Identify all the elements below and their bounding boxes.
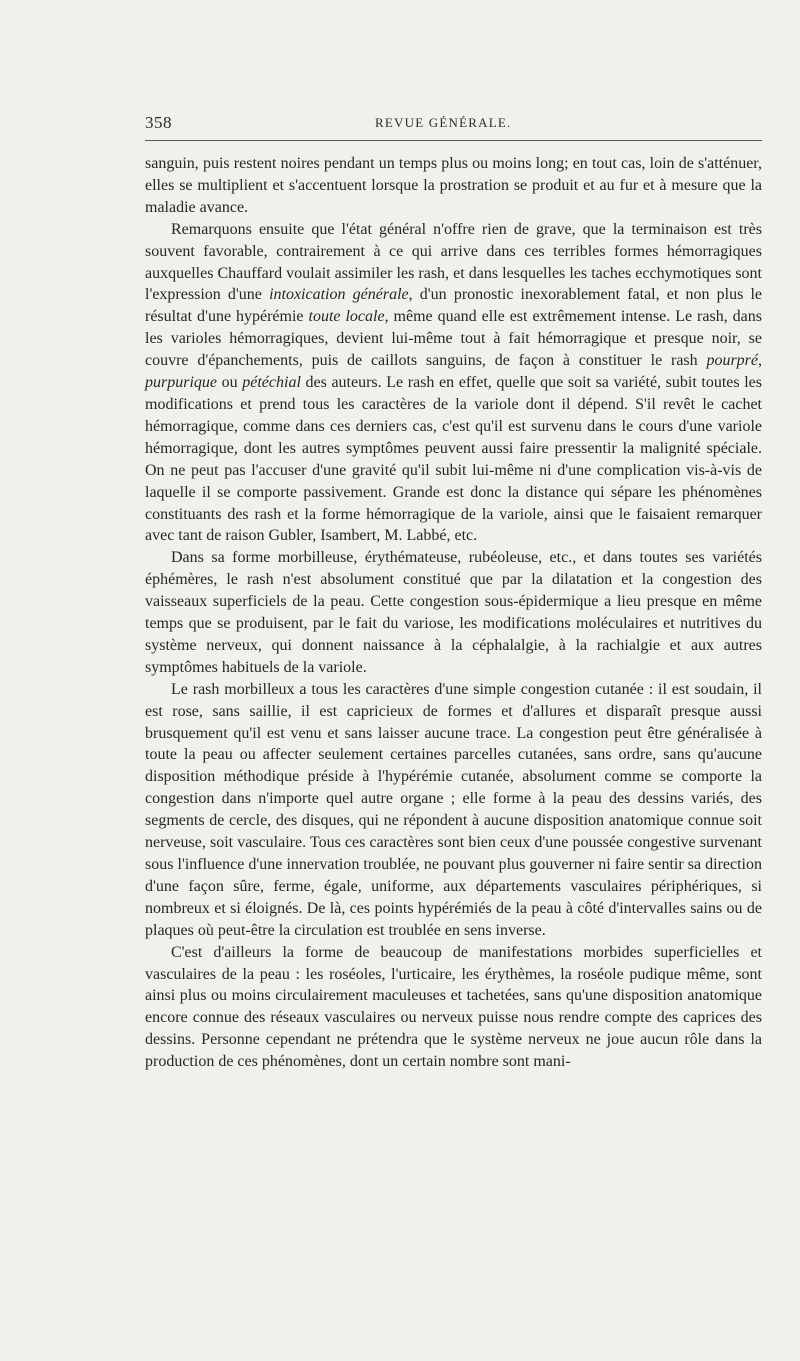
body-text [145, 153, 762, 1073]
italic-phrase: toute locale [308, 308, 385, 326]
italic-phrase: purpurique [145, 374, 217, 392]
paragraph [145, 679, 762, 942]
text-run: Le rash morbilleux a tous les caractères d'une simple congestion cutanée : il est soudain, il est rose, sans saillie, il est capricieux de formes et d'allures et disparaît presque aussi brusquement qu'il est venu et sans laisser aucune trace. La congestion peut être généralisée à toute la peau ou affecter seulement certaines parcelles cutanées, sans ordre, sans qu'aucune disposition méthodique préside à l'hypérémie cutanée, absolument comme se comporte la congestion dans n'importe quel autre organe ; elle forme à la peau des dessins variés, des segments de cercle, des disques, qui ne répondent à aucune disposition anatomique connue soit nerveuse, soit vasculaire. Tous ces caractères sont bien ceux d'une poussée congestive survenant sous l'influence d'une innervation troublée, ne pouvant plus gouverner ni faire sentir sa direction d'une façon sûre, ferme, égale, uniforme, aux départements vasculaires périphériques, si nombreux et si éloignés. De là, ces points hypérémiés de la peau à côté d'intervalles sains ou de plaques où peut-être la circulation est troublée en sens inverse. [145, 680, 762, 939]
header-rule [145, 140, 762, 141]
text-run: Dans sa forme morbilleuse, érythémateuse, rubéoleuse, etc., et dans toutes ses variétés éphémères, le rash n'est absolument constitué que par la dilatation et la congestion des vaisseaux superficiels de la peau. Cette congestion sous-épidermique a lieu presque en même temps que se produisent, par le fait du variose, les modifications moléculaires et nutritives du système nerveux, qui donnent naissance à la céphalalgie, à la rachialgie et aux autres symptômes habituels de la variole. [145, 549, 762, 676]
text-run: , d'un pronostic inexorablement fatal, et non plus le résultat d'une hypérémie [145, 286, 762, 326]
italic-phrase: pétéchial [242, 374, 301, 392]
text-run: C'est d'ailleurs la forme de beaucoup de manifestations morbides superficielles et vasculaires de la peau : les roséoles, l'urticaire, les érythèmes, la roséole pudique même, sont ainsi plus ou moins circulairement maculeuses et tachetées, sans qu'une disposition anatomique encore connue des réseaux vasculaires ou nerveux puisse nous rendre compte des caprices des dessins. Personne cependant ne prétendra que le système nerveux ne joue aucun rôle dans la production de ces phénomènes, dont un certain nombre sont mani- [145, 943, 762, 1071]
paragraph [145, 547, 762, 678]
text-run: , même quand elle est extrêmement intense. Le rash, dans les varioles hémorragiques, devient lui-même tout à fait hémorragique et presque noir, se couvre d'épanchements, puis de caillots sanguins, de façon à constituer le rash [145, 308, 762, 370]
text-run: des auteurs. Le rash en effet, quelle que soit sa variété, subit toutes les modifications et prend tous les caractères de la variole dont il dépend. S'il revêt le cachet hémorragique, comme dans ces derniers cas, c'est qu'il est survenu dans le cours d'une variole hémorragique, dont les autres symptômes peuvent aussi faire pressentir la malignité spéciale. On ne peut pas l'accuser d'une gravité qu'il subit lui-même ni d'une complication vis-à-vis de laquelle il se comporte passivement. Grande est donc la distance qui sépare les phénomènes constituants des rash et la forme hémorragique de la variole, ainsi que le faisaient remarquer avec tant de raison Gubler, Isambert, M. Labbé, etc. [145, 374, 763, 545]
text-run: Remarquons ensuite que l'état général n'offre rien de grave, que la terminaison est très souvent favorable, contrairement à ce qui arrive dans ces terribles formes hémorragiques auxquelles Chauffard voulait assimiler les rash, et dans lesquelles les taches ecchymotiques sont l'expression d'une [145, 220, 762, 304]
paragraph [145, 219, 762, 548]
text-run: ou [217, 374, 243, 392]
text-run: sanguin, puis restent noires pendant un temps plus ou moins long; en tout cas, loin de s'atténuer, elles se multiplient et s'accentuent lorsque la prostration se produit et au fur et à mesure que la maladie avance. [145, 155, 762, 216]
page-header [145, 113, 760, 133]
text-run: , [758, 352, 762, 370]
italic-phrase: pourpré [706, 352, 758, 370]
italic-phrase: intoxication générale [269, 286, 409, 304]
paragraph [145, 153, 762, 219]
running-title: REVUE GÉNÉRALE. [375, 115, 512, 130]
page-number: 358 [145, 113, 172, 132]
paragraph [145, 942, 762, 1073]
